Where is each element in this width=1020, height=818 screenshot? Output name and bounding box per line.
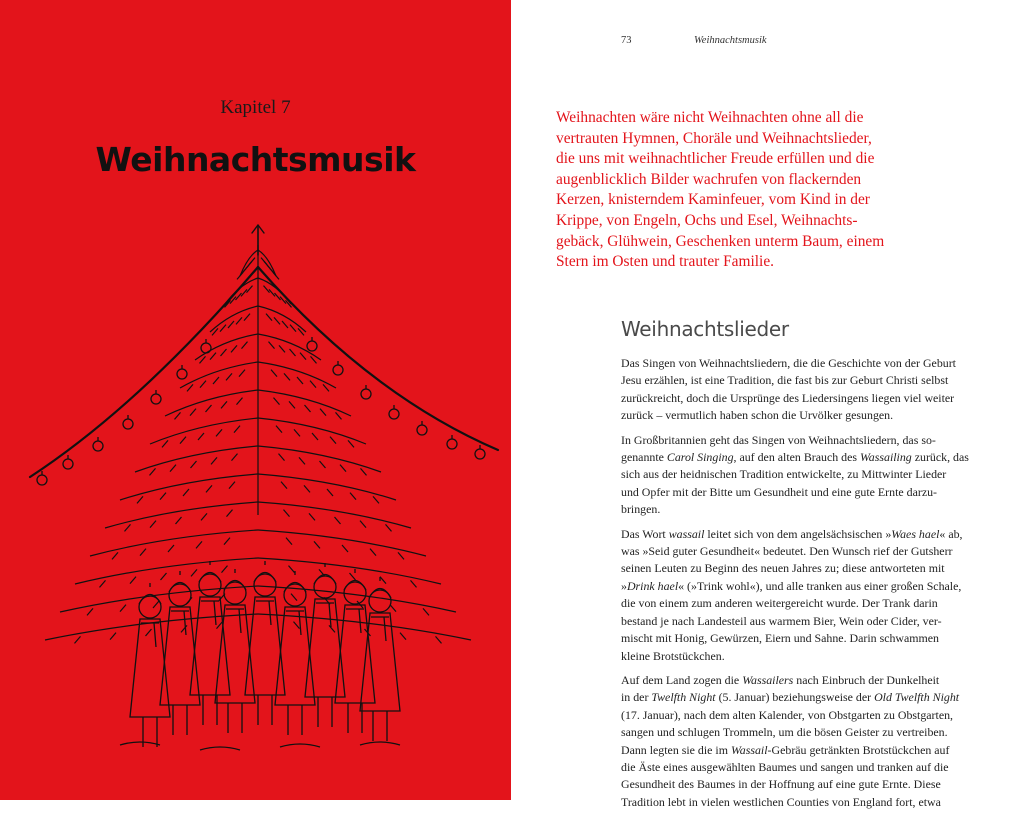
ornament [151,394,161,404]
text-run: mischt mit Honig, Gewürzen, Eiern und Sahne. Darin schwammen [621,631,939,646]
tree-needle [220,325,226,332]
text-run: Gesundheit des Baumes in der Hoffnung auf eine gute Ernte. Diese [621,777,941,792]
ornament [333,365,343,375]
text-run: « ab, [939,526,963,541]
caroler-hat [254,561,276,582]
tree-needle [227,510,233,517]
body-line [621,543,1001,560]
tree-needle [320,461,326,468]
tree-needle [229,482,235,489]
caroler-scarf [201,601,219,625]
tree-needle [282,321,288,328]
body-line [621,759,1001,776]
text-run: Tradition lebt in vielen westlichen Counties von England fort, etwa [621,794,941,809]
body-text [621,355,1001,818]
caroler-hat [169,571,191,592]
tree-needle [200,356,206,363]
body-paragraph [621,355,1001,425]
italic-term: Waes hael [891,526,940,541]
right-page [511,0,1020,809]
tree-needle [284,510,290,517]
tree-needle [314,541,320,548]
tree-needle [120,605,126,612]
tree-needle [206,485,212,492]
tree-needle [291,594,297,601]
tree-needle [176,517,182,524]
tree-needle [146,629,152,636]
tree-needle [237,272,243,279]
tree-needle [304,485,310,492]
tree-branch [258,446,381,472]
ornament [63,459,73,469]
tree-branch [150,418,258,444]
chapter-title: Weihnachtsmusik [95,140,416,179]
tree-needle [342,545,348,552]
italic-term: Carol Singing [666,450,734,465]
text-run: zurück – vermutlich haben schon die Urvölker gesungen. [621,408,894,423]
tree-needle [224,538,230,545]
tree-needle [237,398,243,405]
intro-line: Krippe, von Engeln, Ochs und Esel, Weihnachts- [556,211,858,229]
tree-needle [311,356,317,363]
tree-branch [60,586,258,612]
tree-needle [276,426,282,433]
body-line [621,648,1001,665]
tree-needle [216,429,222,436]
tree-needle [153,601,159,608]
tree-needle [161,573,167,580]
tree-needle [196,541,202,548]
body-line [621,432,1001,449]
text-run: (17. Januar), nach dem alten Kalender, von Obstgarten zu Obstgarten, [621,707,954,722]
text-run: Das Singen von Weihnachtsliedern, die die Geschichte von der Geburt [621,356,956,370]
tree-branch [195,334,258,360]
tree-needle [269,289,275,296]
tree-needle [206,405,212,412]
italic-term: Old Twelfth Night [874,690,960,705]
tree-needle [271,370,277,377]
tree-needle [290,349,296,356]
tree-needle [284,373,290,380]
text-run: Jesu erzählen, ist eine Tradition, die fast bis zur Geburt Christi selbst [621,373,949,388]
body-line [621,407,1001,424]
tree-needle [100,580,106,587]
caroler-legs [173,705,187,735]
tree-needle [175,412,181,419]
tree-needle [312,433,318,440]
italic-term: wassail [668,526,705,541]
tree-needle [275,293,281,300]
italic-term: Drink hael [626,578,679,593]
body-line [621,724,1001,741]
tree-branch [258,558,441,584]
tree-needle [217,622,223,629]
running-title: Weihnachtsmusik [694,35,767,46]
italic-term: Wassailers [742,672,794,687]
body-line [621,689,1001,706]
text-run: nach Einbruch der Dunkelheit [793,672,940,687]
tree-needle [327,489,333,496]
body-line [621,578,1001,595]
tree-needle [360,521,366,528]
caroler-scarf [371,617,389,641]
text-run: die von einem zum anderen weitergereicht wurde. Der Trank darin [621,596,938,611]
text-run: sich aus der heidnischen Tradition entwickelte, zu Mittwinter Lieder [621,467,947,482]
tree-needle [264,286,270,293]
text-run: die Äste eines ausgewählten Baumes und sangen und tranken auf die [621,759,949,774]
tree-needle [201,513,207,520]
tree-needle [110,633,116,640]
ornament [417,425,427,435]
tree-needle [370,549,376,556]
tree-needle [140,549,146,556]
caroler-legs [228,703,242,733]
tree-branch [210,306,258,332]
caroler-hat [369,577,391,598]
body-paragraph [621,526,1001,665]
italic-term: Twelfth Night [651,690,716,705]
tree-needle [320,409,326,416]
tree-needle [329,625,335,632]
caroler-coat [305,599,345,697]
tree-needle [183,489,189,496]
ornament [389,409,399,419]
tree-branch [105,502,258,528]
text-run: » [621,578,627,593]
tree-branch [75,558,258,584]
tree-needle [436,636,442,643]
tree-needle [244,314,250,321]
caroler-scarf [256,601,274,625]
text-run: bestand je nach Landesteil aus warmem Bier, Wein oder Cider, ver- [621,613,942,628]
tree-needle [190,409,196,416]
tree-needle [336,412,342,419]
text-run: kleine Brotstückchen. [621,648,725,663]
tree-needle [191,569,197,576]
tree-needle [411,580,417,587]
left-page [0,0,511,800]
tree-needle [150,468,156,475]
text-run: In Großbritannien geht das Singen von Weihnachtsliedern, das so- [621,432,936,447]
intro-line: gebäck, Glühwein, Geschenken unterm Baum, einem [556,232,885,250]
text-run: Das Wort [621,526,669,541]
intro-line: die uns mit weihnachtlicher Freude erfüllen und die [556,150,875,168]
tree-needle [211,457,217,464]
intro-line: vertrauten Hymnen, Choräle und Weihnachtslieder, [556,129,872,147]
text-run: Dann legten sie die im [621,742,731,757]
tree-branch [258,474,396,500]
tree-branch [135,446,258,472]
tree-needle [198,433,204,440]
tree-needle [423,608,429,615]
caroler-coat [360,613,400,711]
text-run: zurückreicht, doch die Ursprünge des Liedersingens liegen viel weiter [621,390,955,405]
text-run: , auf den alten Brauch des [733,450,860,465]
intro-paragraph [556,108,996,273]
tree-needle [340,465,346,472]
tree-needle [239,370,245,377]
body-line [621,595,1001,612]
text-run: genannte [621,450,667,465]
body-line [621,742,1001,759]
text-run: sangen und schlugen Trommeln, um die bösen Geister zu vertreiben. [621,725,948,740]
tree-branch [258,362,336,388]
tree-needle [398,552,404,559]
caroler-scarf [171,611,189,635]
tree-needle [330,437,336,444]
tree-needle [373,496,379,503]
tree-needle [87,608,93,615]
tree-branch [120,474,258,500]
tree-needle [400,633,406,640]
caroler-legs [288,705,302,735]
body-line [621,794,1001,811]
tree-needle [222,566,228,573]
body-line [621,449,1001,466]
tree-branch [180,362,258,388]
tree-needle [266,314,272,321]
tree-needle [350,493,356,500]
tree-needle [137,496,143,503]
ornament [37,475,47,485]
tree-needle [286,538,292,545]
tree-needle [210,353,216,360]
body-line [621,630,1001,647]
tree-needle [279,345,285,352]
tree-branch [258,530,426,556]
body-line [621,390,1001,407]
intro-line: Kerzen, knisterndem Kaminfeuer, vom Kind in der [556,191,870,209]
ornament [361,389,371,399]
tree-branch [258,418,366,444]
text-run: -Gebräu getränkten Brotstückchen auf [767,742,950,757]
page-number: 73 [621,35,632,46]
ornament [475,449,485,459]
body-line [621,466,1001,483]
tree-needle [226,373,232,380]
tree-needle [168,545,174,552]
italic-term: Wassail [730,742,768,757]
tree-needle [386,524,392,531]
tree-needle [269,342,275,349]
tree-branch [258,614,471,640]
text-run: bringen. [621,502,661,517]
body-line [621,776,1001,793]
caroler-coat [245,597,285,695]
text-run: Auf dem Land zogen die [621,672,743,687]
tree-needle [294,429,300,436]
tree-needle [281,482,287,489]
caroler-scarf [141,623,159,647]
intro-line: Weihnachten wäre nicht Weihnachten ohne all die [556,109,864,126]
tree-needle [274,398,280,405]
tree-needle [299,457,305,464]
tree-needle [294,622,300,629]
tree-needle [361,468,367,475]
tree-needle [348,440,354,447]
tree-needle [236,293,242,300]
body-line [621,484,1001,501]
tree-branch [90,530,258,556]
section-heading: Weihnachtslieder [621,317,789,341]
tree-needle [242,342,248,349]
tree-needle [187,384,193,391]
tree-branch [165,390,258,416]
body-paragraph [621,432,1001,519]
tree-needle [232,454,238,461]
tree-needle [310,381,316,388]
tree-needle [241,289,247,296]
caroler-legs [318,697,332,727]
caroler-hat [199,561,221,582]
tree-needle [290,325,296,332]
tree-needle [274,317,280,324]
snow-ground [120,742,400,750]
tree-needle [335,517,341,524]
tree-needle [180,437,186,444]
tree-needle [289,566,295,573]
text-run: und Opfer mit der Bitte um Gesundheit und eine gute Ernte darzu- [621,484,938,499]
body-line [621,355,1001,372]
body-line [621,707,1001,724]
tree-needle [289,401,295,408]
tree-needle [380,577,386,584]
tree-needle [234,426,240,433]
tree-needle [279,454,285,461]
tree-needle [231,345,237,352]
intro-line: Stern im Osten und trauter Familie. [556,253,774,271]
tree-needle [130,577,136,584]
tree-needle [200,381,206,388]
text-run: in der [621,690,652,705]
tree-branch [258,390,351,416]
caroler-hat [139,583,161,604]
tree-needle [273,272,279,279]
tree-needle [125,524,131,531]
text-run: seinen Leuten zu Beginn des neuen Jahres zu; diese antworteten mit [621,561,945,576]
tree-needle [162,440,168,447]
body-line [621,501,1001,518]
text-run: leitet sich von dem angelsächsischen » [704,526,892,541]
ornament [123,419,133,429]
body-line [621,372,1001,389]
ornament [307,341,317,351]
tree-needle [228,321,234,328]
tree-needle [213,377,219,384]
tree-needle [112,552,118,559]
tree-needle [297,377,303,384]
tree-needle [309,513,315,520]
intro-line: augenblicklich Bilder wachrufen von flackernden [556,170,862,188]
tree-needle [170,465,176,472]
chapter-label: Kapitel 7 [220,97,291,118]
tree-needle [150,521,156,528]
caroler-scarf [226,609,244,633]
caroler-hat [314,563,336,584]
text-run: « (»Trink wohl«), und alle tranken aus einer großen Schale, [678,578,962,593]
tree-needle [350,573,356,580]
italic-term: Wassailing [859,450,912,465]
tree-needle [390,605,396,612]
body-line [621,526,1001,543]
tree-branch [258,586,456,612]
body-line [621,613,1001,630]
ornament [447,439,457,449]
body-line [621,560,1001,577]
tree-needle [191,461,197,468]
tree-needle [305,405,311,412]
text-run: zurück, das [911,450,969,465]
tree-needle [221,401,227,408]
text-run: was »Seid guter Gesundheit« bedeutet. Den Wunsch rief der Gutsherr [621,544,953,559]
ornament [177,369,187,379]
caroler-scarf [316,603,334,627]
text-run: (5. Januar) beziehungsweise der [715,690,875,705]
tree-branch [258,502,411,528]
tree-needle [323,384,329,391]
body-paragraph [621,672,1001,811]
caroler-legs [373,711,387,741]
tree-needle [160,493,166,500]
caroler-legs [258,695,272,725]
ornament [201,343,211,353]
tree-needle [236,317,242,324]
tree-needle [300,353,306,360]
tree-needle [75,636,81,643]
ornament [93,441,103,451]
christmas-tree-carolers-icon [20,215,500,760]
tree-needle [221,349,227,356]
tree-needle [247,286,253,293]
body-line [621,672,1001,689]
